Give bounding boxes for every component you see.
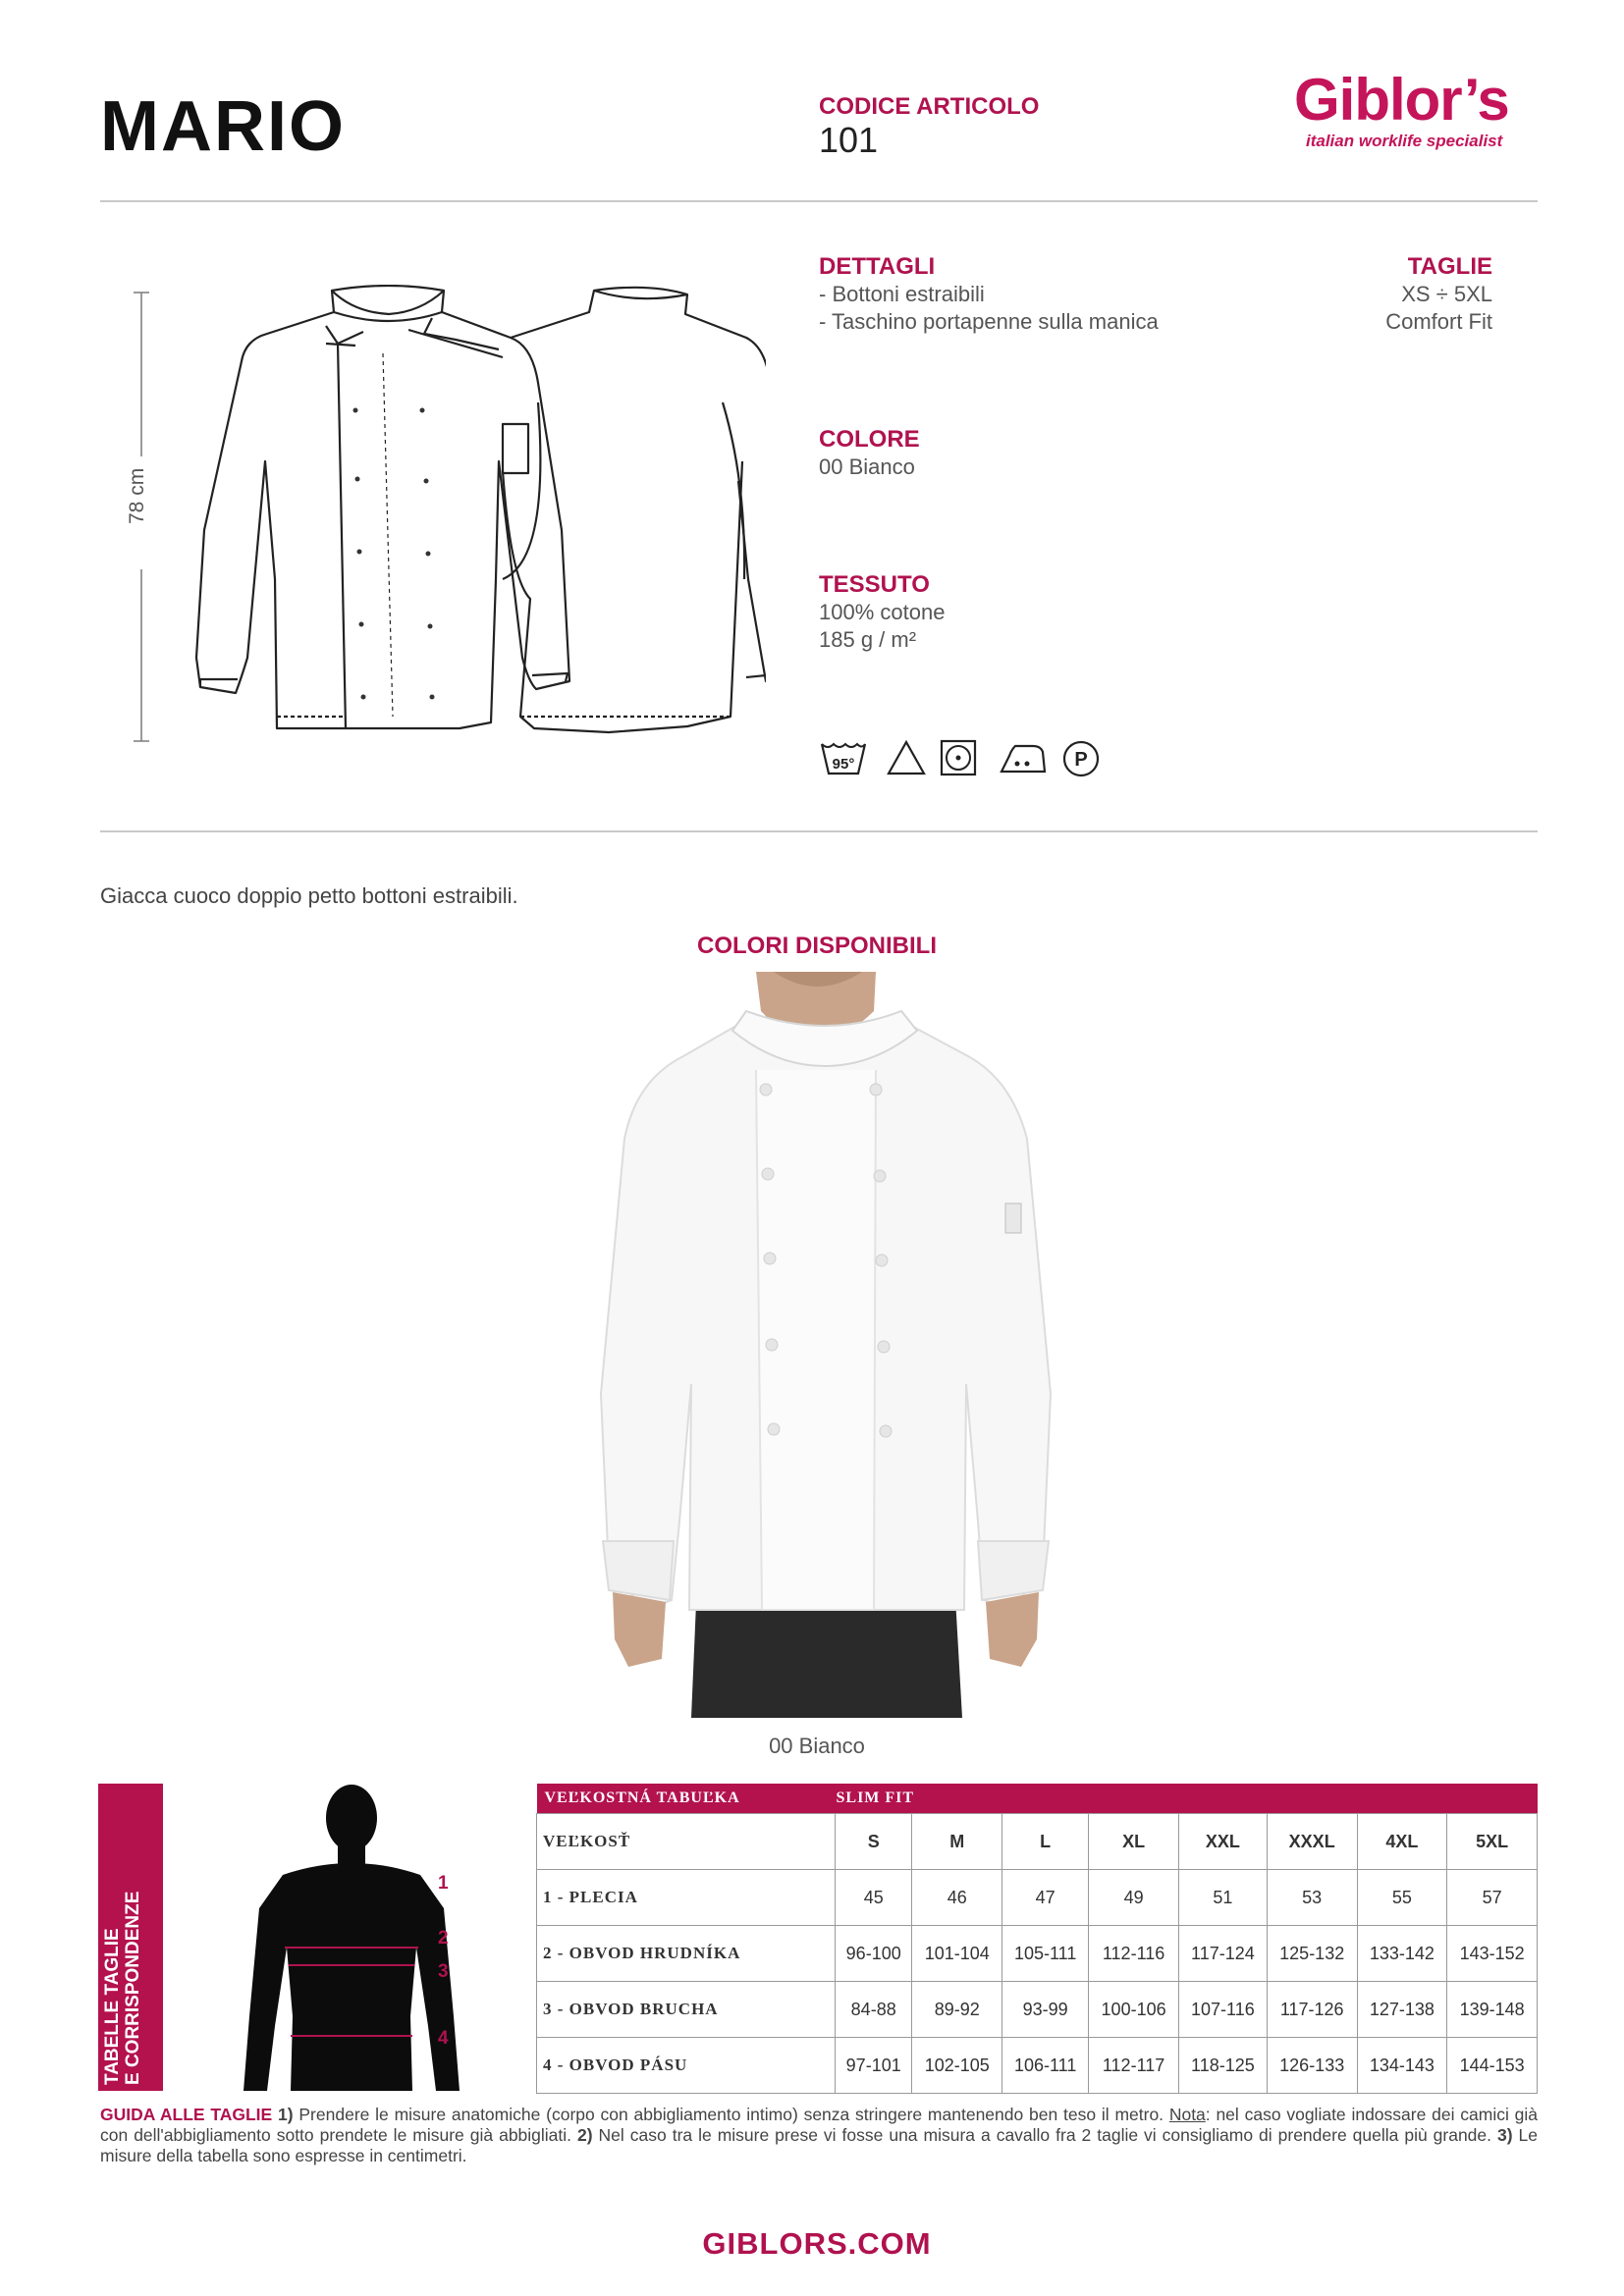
fabric-weight: 185 g / m² xyxy=(819,627,917,652)
table-row xyxy=(537,1982,1538,2038)
code-label: CODICE ARTICOLO xyxy=(819,93,1040,120)
table-cell: 51 xyxy=(1178,1870,1267,1926)
table-cell: 97-101 xyxy=(836,2038,912,2094)
size-table-fit: SLIM FIT xyxy=(836,1784,1538,1814)
website-link[interactable]: GIBLORS.COM xyxy=(702,2226,932,2261)
available-colors-title: COLORI DISPONIBILI xyxy=(696,933,937,959)
guide-text: : nel caso vogliate indossare dei camici già con dell'abbigliamento sotto prendete le misure già abbigliati. xyxy=(100,2105,1538,2145)
color-caption: 00 Bianco xyxy=(769,1734,865,1758)
row-label: 4 - OBVOD PÁSU xyxy=(537,2038,836,2094)
table-cell: 134-143 xyxy=(1357,2038,1447,2094)
guide-title: GUIDA ALLE TAGLIE xyxy=(100,2105,273,2124)
table-cell: 84-88 xyxy=(836,1982,912,2038)
guide-text: Nel caso tra le misure prese vi fosse una misura a cavallo fra 2 taglie vi consigliamo di prendere quella più grande. xyxy=(592,2125,1497,2145)
table-cell: 107-116 xyxy=(1178,1982,1267,2038)
sizes-range: XS ÷ 5XL xyxy=(1401,282,1492,306)
measure-number: 3 xyxy=(438,1961,449,1982)
front-view xyxy=(196,286,569,728)
header-divider xyxy=(100,200,1538,202)
size-header-cell: VEĽKOSŤ xyxy=(537,1814,836,1870)
dry-clean-label: P xyxy=(1074,749,1088,771)
measure-number: 2 xyxy=(438,1928,449,1949)
wash-temp-label: 95° xyxy=(832,756,855,773)
technical-drawing xyxy=(98,285,766,761)
size-column: L xyxy=(1002,1814,1089,1870)
guide-text: Le misure della tabella sono espresse in centimetri. xyxy=(100,2125,1539,2165)
product-description: Giacca cuoco doppio petto bottoni estraibili. xyxy=(100,883,518,908)
size-column: XXXL xyxy=(1267,1814,1357,1870)
table-row xyxy=(537,1926,1538,1982)
table-cell: 89-92 xyxy=(912,1982,1002,2038)
table-cell: 112-116 xyxy=(1089,1926,1179,1982)
product-name: MARIO xyxy=(100,87,346,166)
details-title: DETTAGLI xyxy=(819,253,936,280)
table-cell: 133-142 xyxy=(1357,1926,1447,1982)
size-table xyxy=(536,1784,1538,2094)
table-cell: 139-148 xyxy=(1447,1982,1538,2038)
table-cell: 112-117 xyxy=(1089,2038,1179,2094)
fabric-composition: 100% cotone xyxy=(819,600,946,624)
size-column: 5XL xyxy=(1447,1814,1538,1870)
side-label-line2: E CORRISPONDENZE xyxy=(123,1891,143,2085)
side-label-line1: TABELLE TAGLIE xyxy=(102,1928,123,2085)
size-column: XL xyxy=(1089,1814,1179,1870)
size-labels-row xyxy=(537,1814,1538,1870)
jacket-flat-sketch xyxy=(98,285,766,756)
section-divider xyxy=(100,830,1538,832)
guide-note-label: Nota xyxy=(1168,2105,1206,2124)
guide-step-number: 3) xyxy=(1497,2125,1513,2145)
table-cell: 53 xyxy=(1267,1870,1357,1926)
table-cell: 46 xyxy=(912,1870,1002,1926)
table-cell: 55 xyxy=(1357,1870,1447,1926)
details-item: - Taschino portapenne sulla manica xyxy=(819,309,1159,334)
table-cell: 93-99 xyxy=(1002,1982,1089,2038)
product-photo xyxy=(589,972,1060,1723)
table-cell: 47 xyxy=(1002,1870,1089,1926)
size-tables-side-label xyxy=(98,1784,163,2091)
table-cell: 100-106 xyxy=(1089,1982,1179,2038)
size-column: 4XL xyxy=(1357,1814,1447,1870)
code-value: 101 xyxy=(819,120,879,160)
row-label: 3 - OBVOD BRUCHA xyxy=(537,1982,836,2038)
table-cell: 118-125 xyxy=(1178,2038,1267,2094)
guide-text: Prendere le misure anatomiche (corpo con abbigliamento intimo) senza stringere mantenendo ben teso il metro. xyxy=(293,2105,1169,2124)
sizes-title: TAGLIE xyxy=(1407,253,1492,280)
body-silhouette xyxy=(244,1781,460,2096)
table-cell: 102-105 xyxy=(912,2038,1002,2094)
table-cell: 117-126 xyxy=(1267,1982,1357,2038)
guide-step-number: 1) xyxy=(278,2105,294,2124)
row-label: 1 - PLECIA xyxy=(537,1870,836,1926)
table-cell: 101-104 xyxy=(912,1926,1002,1982)
table-cell: 126-133 xyxy=(1267,2038,1357,2094)
color-value: 00 Bianco xyxy=(819,454,915,479)
iron-two-dots-icon xyxy=(998,738,1049,777)
fabric-title: TESSUTO xyxy=(819,571,930,598)
table-cell: 127-138 xyxy=(1357,1982,1447,2038)
back-view xyxy=(503,288,766,732)
front-buttons xyxy=(353,408,435,700)
table-cell: 125-132 xyxy=(1267,1926,1357,1982)
bleach-triangle-icon xyxy=(886,738,927,777)
table-cell: 45 xyxy=(836,1870,912,1926)
table-cell: 49 xyxy=(1089,1870,1179,1926)
dry-clean-p-icon xyxy=(1060,738,1102,779)
table-cell: 117-124 xyxy=(1178,1926,1267,1982)
table-cell: 96-100 xyxy=(836,1926,912,1982)
size-table-title: VEĽKOSTNÁ TABUĽKA xyxy=(537,1784,836,1814)
table-cell: 57 xyxy=(1447,1870,1538,1926)
sizes-fit: Comfort Fit xyxy=(1385,309,1492,334)
size-column: XXL xyxy=(1178,1814,1267,1870)
measure-number: 4 xyxy=(438,2028,449,2049)
logo-wordmark: Giblor’s xyxy=(1294,67,1509,133)
tumble-dry-icon xyxy=(939,738,978,777)
logo-tagline: italian worklife specialist xyxy=(1306,132,1503,150)
guide-step-number: 2) xyxy=(577,2125,593,2145)
size-column: M xyxy=(912,1814,1002,1870)
color-title: COLORE xyxy=(819,426,920,453)
table-cell: 106-111 xyxy=(1002,2038,1089,2094)
brand-logo xyxy=(1294,67,1536,151)
measure-number: 1 xyxy=(438,1873,449,1894)
wash-95-icon xyxy=(819,738,868,779)
details-item: - Bottoni estraibili xyxy=(819,282,985,306)
table-cell: 143-152 xyxy=(1447,1926,1538,1982)
table-cell: 105-111 xyxy=(1002,1926,1089,1982)
table-row xyxy=(537,2038,1538,2094)
height-label: 78 cm xyxy=(126,467,148,524)
table-cell: 144-153 xyxy=(1447,2038,1538,2094)
row-label: 2 - OBVOD HRUDNÍKA xyxy=(537,1926,836,1982)
size-column: S xyxy=(836,1814,912,1870)
size-table-header xyxy=(537,1784,1538,1814)
table-row xyxy=(537,1870,1538,1926)
size-guide xyxy=(100,2105,1538,2166)
